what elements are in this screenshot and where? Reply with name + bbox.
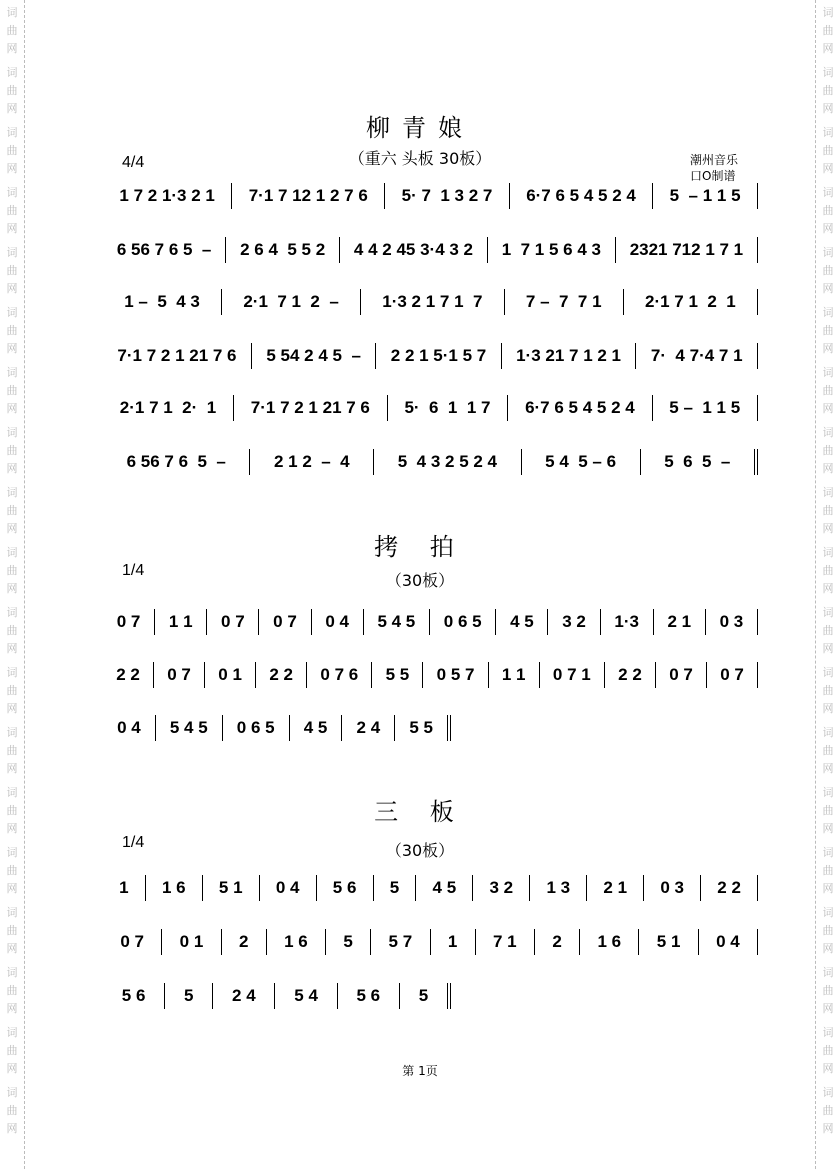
measure: 4 5 bbox=[290, 715, 343, 741]
watermark-text: 词 曲 网 bbox=[6, 546, 18, 595]
watermark-text: 词 曲 网 bbox=[822, 186, 834, 235]
measure: 5 4 3 2 5 2 4 bbox=[374, 449, 521, 475]
time-signature: 4/4 bbox=[122, 154, 145, 171]
music-line bbox=[103, 183, 758, 209]
measure: 3 2 bbox=[548, 609, 600, 635]
measure: 0 7 bbox=[103, 609, 155, 635]
music-line bbox=[103, 875, 758, 901]
measure: 7 – 7 7 1 bbox=[505, 289, 624, 315]
measure: 0 4 bbox=[260, 875, 317, 901]
measure: 0 6 5 bbox=[223, 715, 290, 741]
measure: 5 7 bbox=[371, 929, 430, 955]
watermark-text: 词 曲 网 bbox=[822, 366, 834, 415]
measure: 5 5 bbox=[372, 662, 423, 688]
watermark-text: 词 曲 网 bbox=[6, 606, 18, 655]
measure: 6·7 6 5 4 5 2 4 bbox=[508, 395, 652, 421]
measure: 5 4 5 bbox=[156, 715, 223, 741]
measure: 2·1 7 1 2 – bbox=[222, 289, 361, 315]
watermark-text: 词 曲 网 bbox=[822, 966, 834, 1015]
music-line bbox=[103, 237, 758, 263]
watermark-text: 词 曲 网 bbox=[822, 126, 834, 175]
measure: 0 4 bbox=[312, 609, 364, 635]
measure: 0 7 1 bbox=[540, 662, 605, 688]
measure: 1 7 1 5 6 4 3 bbox=[488, 237, 616, 263]
measure: 2 2 bbox=[256, 662, 307, 688]
measure: 1 3 bbox=[530, 875, 587, 901]
measure: 4 4 2 45 3·4 3 2 bbox=[340, 237, 488, 263]
watermark-text: 词 曲 网 bbox=[6, 6, 18, 55]
measure: 2 4 bbox=[342, 715, 395, 741]
measure: 2 4 bbox=[213, 983, 275, 1009]
watermark-text: 词 曲 网 bbox=[822, 6, 834, 55]
watermark-text: 词 曲 网 bbox=[6, 366, 18, 415]
measure: 2·1 7 1 2 1 bbox=[624, 289, 758, 315]
measure: 2 2 bbox=[701, 875, 758, 901]
measure: 1 bbox=[103, 875, 146, 901]
watermark-text: 词 曲 网 bbox=[6, 1026, 18, 1075]
measure: 2 bbox=[535, 929, 580, 955]
watermark-text: 词 曲 网 bbox=[6, 246, 18, 295]
section-title-sanban: 三 板 bbox=[374, 798, 466, 826]
measure: 4 5 bbox=[496, 609, 548, 635]
measure: 0 7 bbox=[259, 609, 311, 635]
watermark-text: 词 曲 网 bbox=[6, 66, 18, 115]
measure: 1 1 bbox=[155, 609, 207, 635]
watermark-text: 词 曲 网 bbox=[6, 726, 18, 775]
measure: 2 1 bbox=[654, 609, 706, 635]
watermark-text: 词 曲 网 bbox=[822, 546, 834, 595]
section-subtitle: （30板） bbox=[385, 841, 455, 860]
measure: 2 1 2 – 4 bbox=[250, 449, 374, 475]
measure: 5 1 bbox=[203, 875, 260, 901]
watermark-text: 词 曲 网 bbox=[822, 1086, 834, 1135]
watermark-text: 词 曲 网 bbox=[822, 846, 834, 895]
measure: 6 56 7 6 5 – bbox=[103, 449, 250, 475]
watermark-text: 词 曲 网 bbox=[822, 906, 834, 955]
measure: 5 54 2 4 5 – bbox=[252, 343, 376, 369]
measure: 0 4 bbox=[699, 929, 758, 955]
measure: 2·1 7 1 2· 1 bbox=[103, 395, 234, 421]
measure: 5 6 bbox=[103, 983, 165, 1009]
watermark-text: 词 曲 网 bbox=[6, 666, 18, 715]
measure: 2 6 4 5 5 2 bbox=[226, 237, 340, 263]
credit bbox=[690, 152, 738, 184]
measure: 7· 4 7·4 7 1 bbox=[636, 343, 758, 369]
measure: 0 7 6 bbox=[307, 662, 372, 688]
measure: 2 bbox=[222, 929, 267, 955]
watermark-text: 词 曲 网 bbox=[822, 666, 834, 715]
watermark-text: 词 曲 网 bbox=[6, 906, 18, 955]
measure: 5 bbox=[165, 983, 213, 1009]
watermark-text: 词 曲 网 bbox=[6, 786, 18, 835]
measure: 0 6 5 bbox=[430, 609, 496, 635]
measure: 5 4 5 bbox=[364, 609, 430, 635]
measure: 5 1 bbox=[639, 929, 698, 955]
measure: 4 5 bbox=[416, 875, 473, 901]
song-subtitle: （重六 头板 30板） bbox=[348, 149, 492, 168]
measure: 2 1 bbox=[587, 875, 644, 901]
measure: 6·7 6 5 4 5 2 4 bbox=[510, 183, 653, 209]
watermark-text: 词 曲 网 bbox=[6, 846, 18, 895]
watermark-text: 词 曲 网 bbox=[822, 726, 834, 775]
measure: 1 6 bbox=[267, 929, 326, 955]
watermark-text: 词 曲 网 bbox=[6, 426, 18, 475]
measure: 0 1 bbox=[205, 662, 256, 688]
measure: 0 4 bbox=[103, 715, 156, 741]
song-title: 柳青娘 bbox=[366, 114, 474, 142]
measure: 5 – 1 1 5 bbox=[653, 395, 758, 421]
watermark-text: 词 曲 网 bbox=[822, 246, 834, 295]
watermark-text: 词 曲 网 bbox=[6, 1086, 18, 1135]
measure: 0 7 bbox=[154, 662, 205, 688]
measure: 2 2 1 5·1 5 7 bbox=[376, 343, 501, 369]
measure: 5 4 5 – 6 bbox=[522, 449, 641, 475]
measure: 2 2 bbox=[605, 662, 656, 688]
measure: 5 – 1 1 5 bbox=[653, 183, 758, 209]
measure: 2321 712 1 7 1 bbox=[616, 237, 758, 263]
measure: 1 bbox=[431, 929, 476, 955]
measure: 5 6 bbox=[317, 875, 374, 901]
measure: 0 7 bbox=[207, 609, 259, 635]
watermark-text: 词 曲 网 bbox=[822, 486, 834, 535]
measure: 7·1 7 2 1 21 7 6 bbox=[234, 395, 388, 421]
watermark-text: 词 曲 网 bbox=[6, 486, 18, 535]
measure: 5 6 5 – bbox=[641, 449, 758, 475]
measure: 5· 7 1 3 2 7 bbox=[385, 183, 510, 209]
music-line bbox=[103, 609, 758, 635]
measure: 7·1 7 12 1 2 7 6 bbox=[232, 183, 385, 209]
watermark-text: 词 曲 网 bbox=[6, 126, 18, 175]
measure: 5 bbox=[326, 929, 371, 955]
measure: 5 bbox=[400, 983, 451, 1009]
music-line bbox=[103, 983, 451, 1009]
measure: 1 1 bbox=[489, 662, 540, 688]
measure: 5 6 bbox=[338, 983, 400, 1009]
measure: 3 2 bbox=[473, 875, 530, 901]
measure: 1 6 bbox=[146, 875, 203, 901]
music-line bbox=[103, 343, 758, 369]
measure: 0 3 bbox=[644, 875, 701, 901]
watermark-text: 词 曲 网 bbox=[822, 66, 834, 115]
measure: 0 3 bbox=[706, 609, 758, 635]
music-line bbox=[103, 289, 758, 315]
watermark-text: 词 曲 网 bbox=[6, 306, 18, 355]
credit-line: 潮州音乐 bbox=[690, 153, 739, 167]
measure: 5 4 bbox=[275, 983, 337, 1009]
watermark-text: 词 曲 网 bbox=[822, 426, 834, 475]
music-line bbox=[103, 715, 451, 741]
measure: 5· 6 1 1 7 bbox=[388, 395, 509, 421]
measure: 1·3 2 1 7 1 7 bbox=[361, 289, 505, 315]
measure: 0 7 bbox=[103, 929, 162, 955]
credit-line: 口O制谱 bbox=[690, 169, 736, 183]
music-line bbox=[103, 395, 758, 421]
measure: 2 2 bbox=[103, 662, 154, 688]
page-number: 第 1页 bbox=[402, 1064, 438, 1078]
section-title-kaopai: 拷 拍 bbox=[374, 533, 466, 561]
time-signature: 1/4 bbox=[122, 562, 145, 579]
measure: 0 1 bbox=[162, 929, 221, 955]
watermark-text: 词 曲 网 bbox=[6, 186, 18, 235]
time-signature: 1/4 bbox=[122, 834, 145, 851]
music-line bbox=[103, 929, 758, 955]
watermark-text: 词 曲 网 bbox=[822, 306, 834, 355]
measure: 7 1 bbox=[476, 929, 535, 955]
measure: 5 bbox=[374, 875, 417, 901]
watermark-text: 词 曲 网 bbox=[822, 1026, 834, 1075]
measure: 6 56 7 6 5 – bbox=[103, 237, 226, 263]
watermark-text: 词 曲 网 bbox=[6, 966, 18, 1015]
section-subtitle: （30板） bbox=[385, 571, 455, 590]
music-line bbox=[103, 662, 758, 688]
measure: 0 7 bbox=[707, 662, 758, 688]
measure: 7·1 7 2 1 21 7 6 bbox=[103, 343, 252, 369]
measure: 1 – 5 4 3 bbox=[103, 289, 222, 315]
measure: 5 5 bbox=[395, 715, 451, 741]
measure: 0 7 bbox=[656, 662, 707, 688]
measure: 1·3 bbox=[601, 609, 654, 635]
watermark-text: 词 曲 网 bbox=[822, 606, 834, 655]
measure: 1·3 21 7 1 2 1 bbox=[502, 343, 637, 369]
watermark-text: 词 曲 网 bbox=[822, 786, 834, 835]
music-line bbox=[103, 449, 758, 475]
measure: 1 6 bbox=[580, 929, 639, 955]
measure: 0 5 7 bbox=[423, 662, 488, 688]
measure: 1 7 2 1·3 2 1 bbox=[103, 183, 232, 209]
